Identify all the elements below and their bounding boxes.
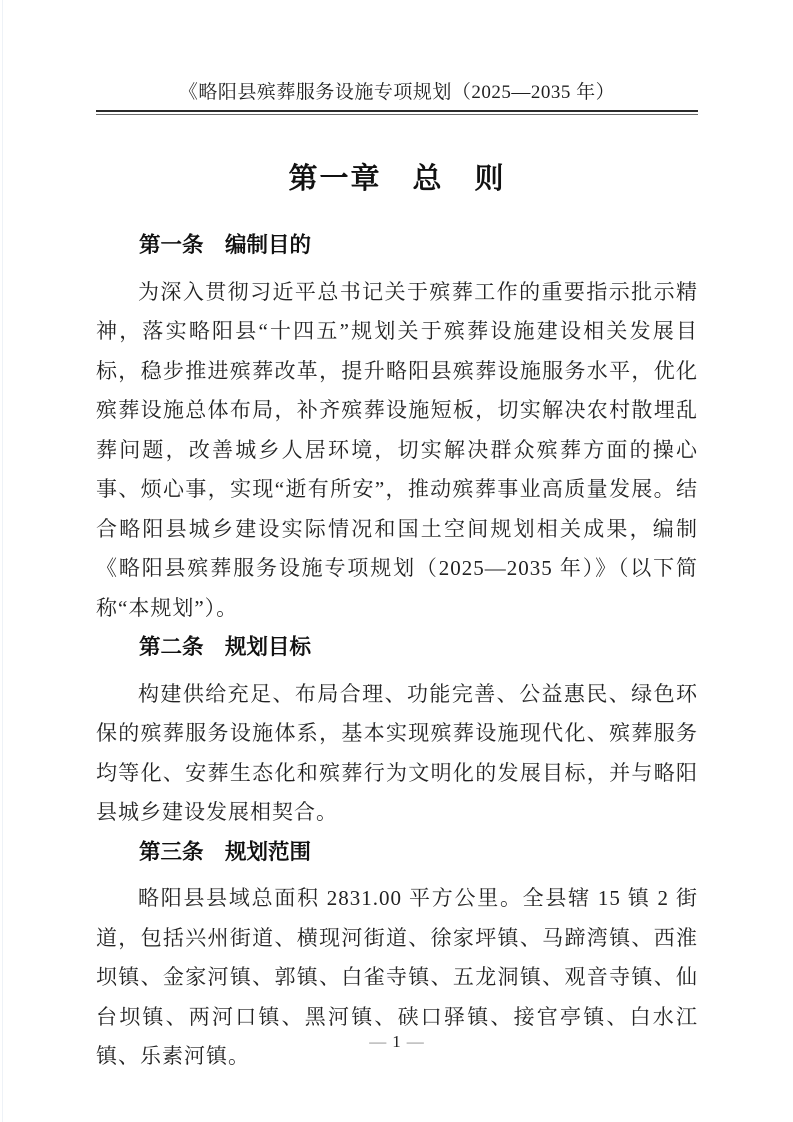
section-heading: 第一条 编制目的 [139, 233, 312, 257]
section-heading: 第三条 规划范围 [139, 839, 312, 864]
page-number-dash-left: — [369, 1032, 387, 1051]
page-number-dash-right: — [406, 1032, 424, 1051]
page-header [96, 0, 698, 115]
document-body [96, 226, 698, 1077]
section-paragraph: 构建供给充足、布局合理、功能完善、公益惠民、绿色环保的殡葬服务设施体系，基本实现殡葬设施现代化、殡葬服务均等化、安葬生态化和殡葬行为文明化的发展目标，并与略阳县城乡建设发展相契合。 [96, 681, 698, 824]
section-paragraph: 为深入贯彻习近平总书记关于殡葬工作的重要指示批示精神，落实略阳县“十四五”规划关于殡葬设施建设相关发展目标，稳步推进殡葬改革，提升略阳县殡葬设施服务水平，优化殡葬设施总体布局，补齐殡葬设施短板，切实解决农村散埋乱葬问题，改善城乡人居环境，切实解决群众殡葬方面的操心事、烦心事，实现“逝有所安”，推动殡葬事业高质量发展。结合略阳县城乡建设实际情况和国土空间规划相关成果，编制《略阳县殡葬服务设施专项规划（2025—2035 年）》（以下简称“本规划”）。 [96, 279, 698, 620]
page-edge-artifact [2, 0, 3, 1122]
page-number: 1 [392, 1032, 401, 1051]
section-heading: 第二条 规划目标 [139, 635, 312, 659]
chapter-title: 第一章 总 则 [288, 163, 506, 195]
section-article-1 [96, 226, 698, 628]
page-footer [0, 1030, 793, 1054]
section-article-2 [96, 628, 698, 833]
header-title: 《略阳县殡葬服务设施专项规划（2025—2035 年） [178, 82, 616, 103]
header-rule-divider [96, 110, 698, 115]
section-paragraph: 略阳县县域总面积 2831.00 平方公里。全县辖 15 镇 2 街道，包括兴州街道、横现河街道、徐家坪镇、马蹄湾镇、西淮坝镇、金家河镇、郭镇、白雀寺镇、五龙洞镇、观音寺镇、仙台坝镇、两河口镇、黑河镇、硖口驿镇、接官亭镇、白水江镇、乐素河镇。 [96, 886, 698, 1068]
